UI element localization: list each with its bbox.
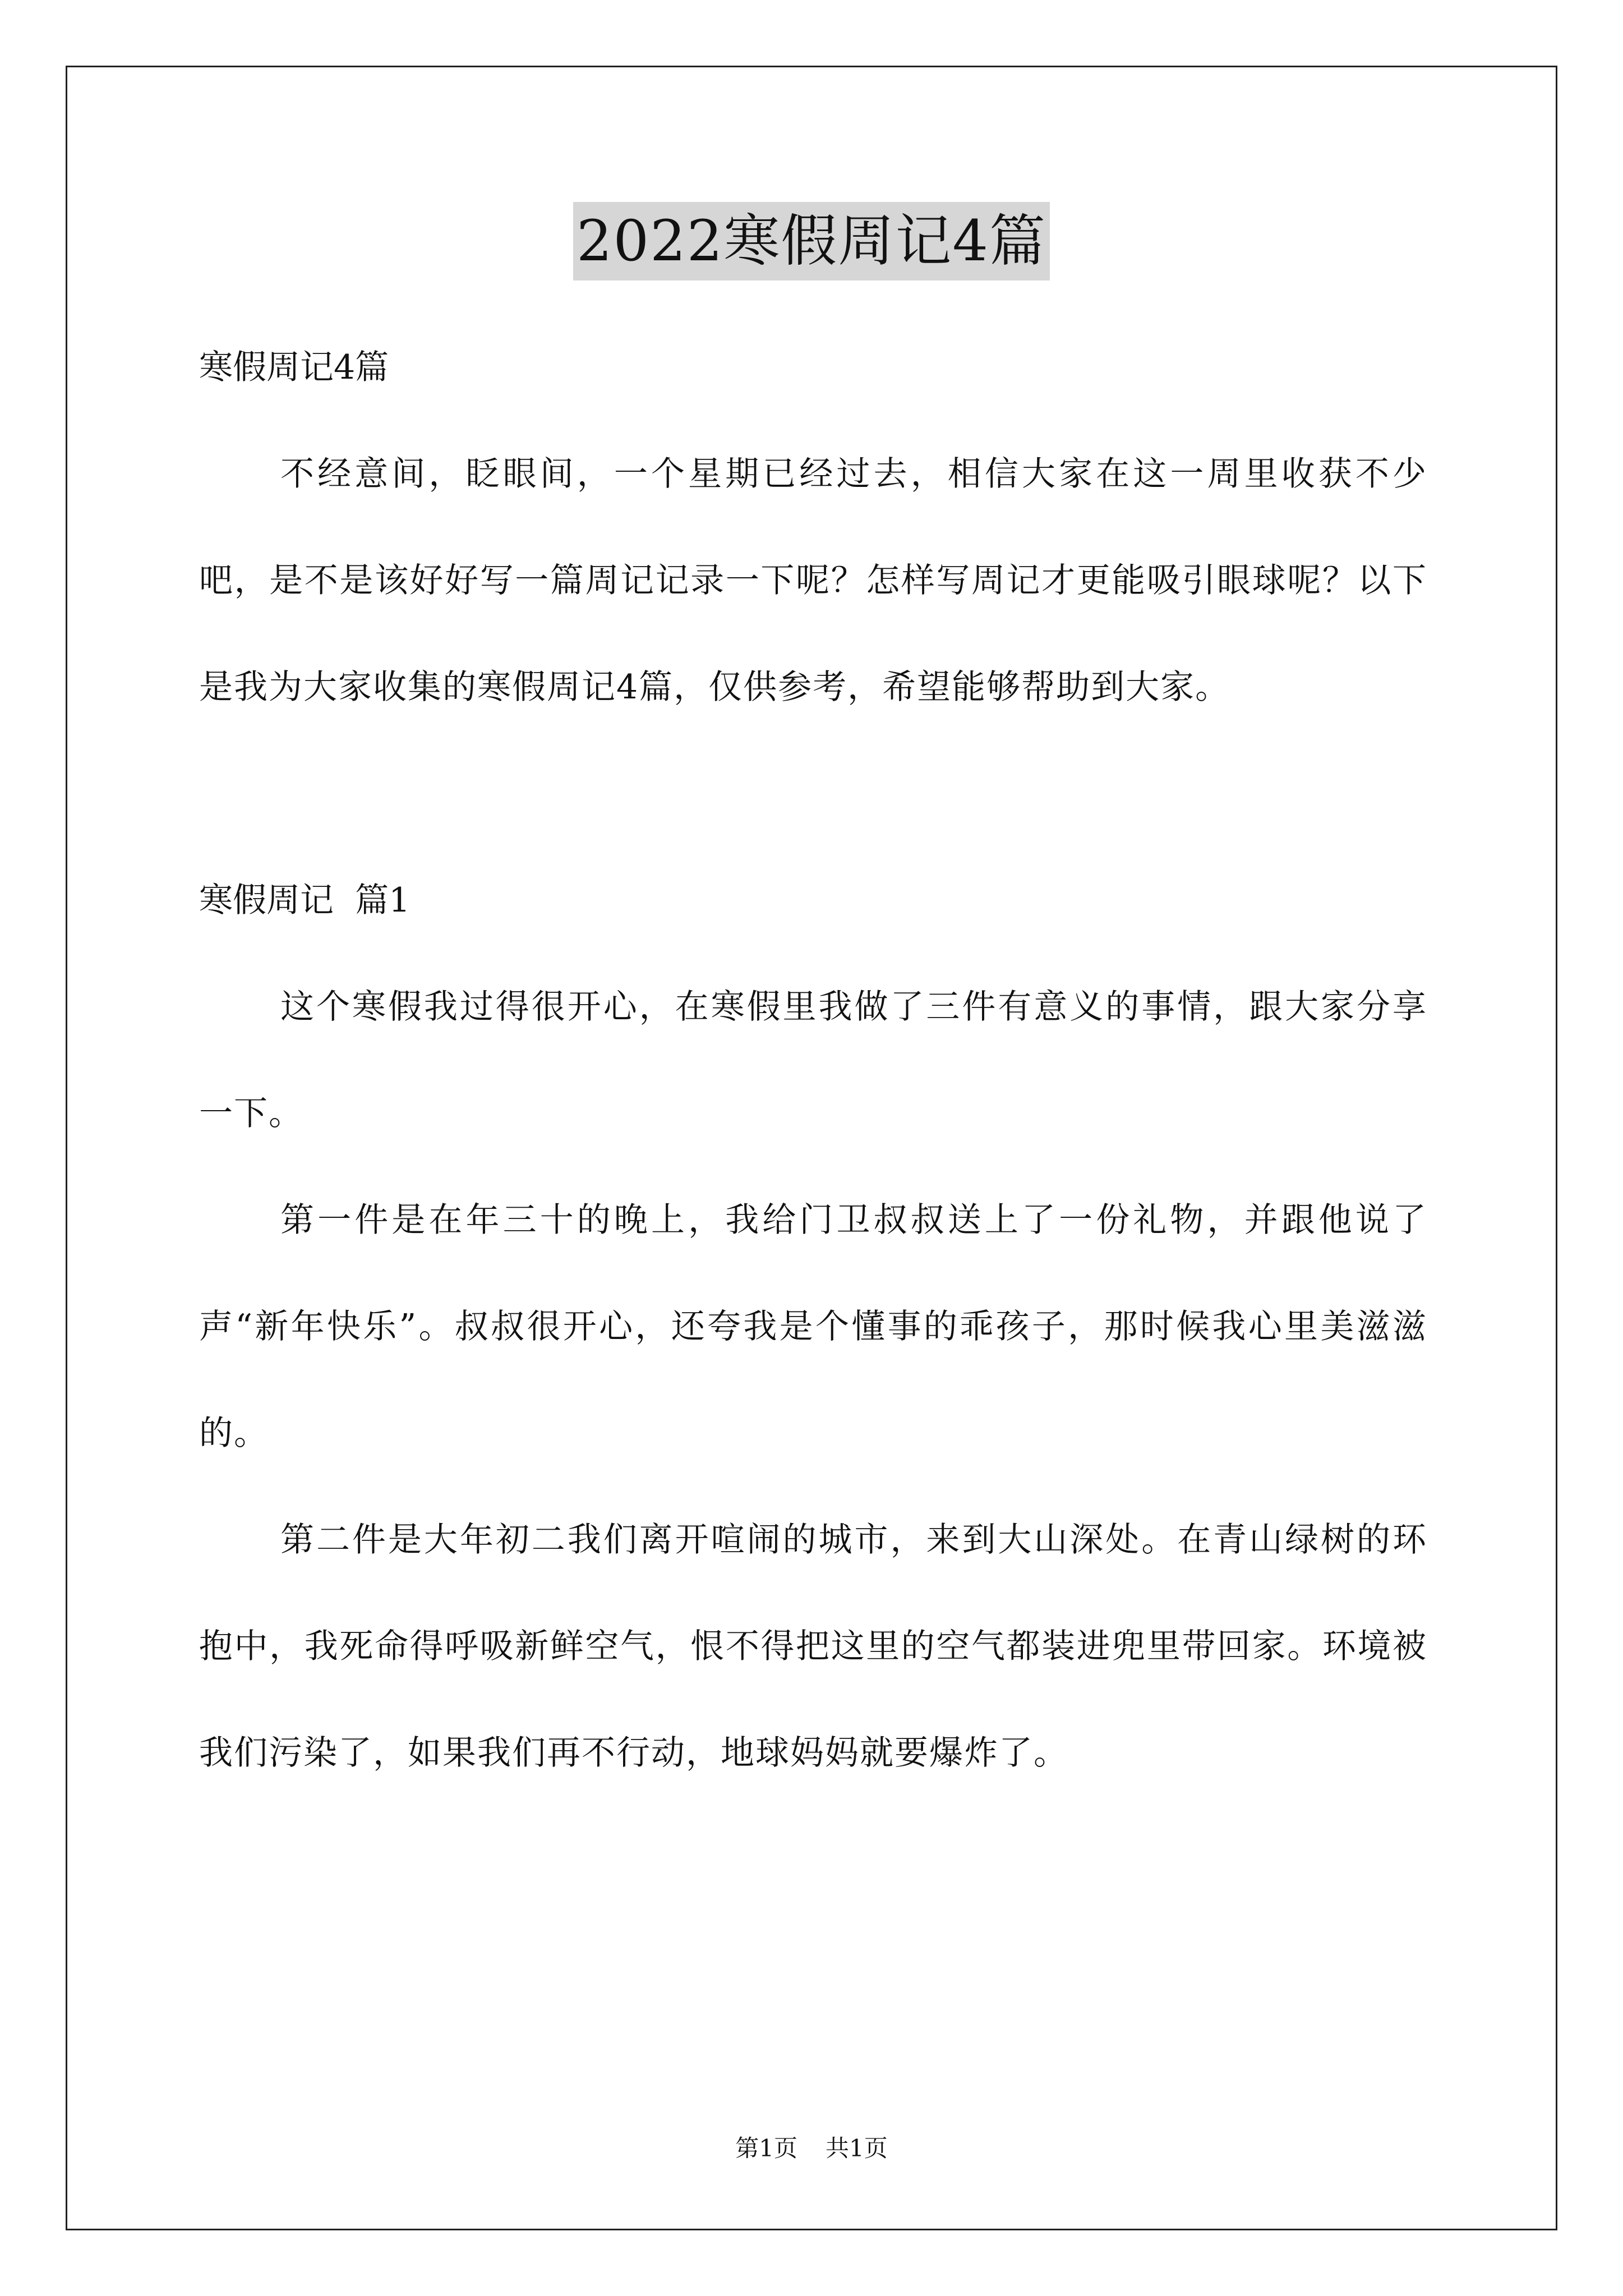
title-container: [0, 202, 1623, 280]
page-footer: [0, 2132, 1623, 2165]
page-total: 共1页: [826, 2134, 888, 2162]
subtitle: 寒假周记4篇: [199, 348, 389, 387]
section-heading: 寒假周记 篇1: [199, 881, 411, 920]
body-paragraph: 这个寒假我过得很开心，在寒假里我做了三件有意义的事情，跟大家分享一下。: [199, 987, 1427, 1133]
document-body: [199, 314, 1427, 1806]
document-title: 2022寒假周记4篇: [573, 202, 1050, 280]
page-number: 第1页: [735, 2134, 797, 2162]
body-paragraph: 第二件是大年初二我们离开喧闹的城市，来到大山深处。在青山绿树的环抱中，我死命得呼吸新鲜空气，恨不得把这里的空气都装进兜里带回家。环境被我们污染了，如果我们再不行动，地球妈妈就要爆炸了。: [199, 1520, 1427, 1773]
section-spacer: [199, 740, 1427, 847]
intro-paragraph: 不经意间，眨眼间，一个星期已经过去，相信大家在这一周里收获不少吧，是不是该好好写一篇周记记录一下呢？怎样写周记才更能吸引眼球呢？以下是我为大家收集的寒假周记4篇，仅供参考，希望能够帮助到大家。: [199, 454, 1427, 707]
body-paragraph: 第一件是在年三十的晚上，我给门卫叔叔送上了一份礼物，并跟他说了声“新年快乐”。叔叔很开心，还夸我是个懂事的乖孩子，那时候我心里美滋滋的。: [199, 1200, 1427, 1453]
